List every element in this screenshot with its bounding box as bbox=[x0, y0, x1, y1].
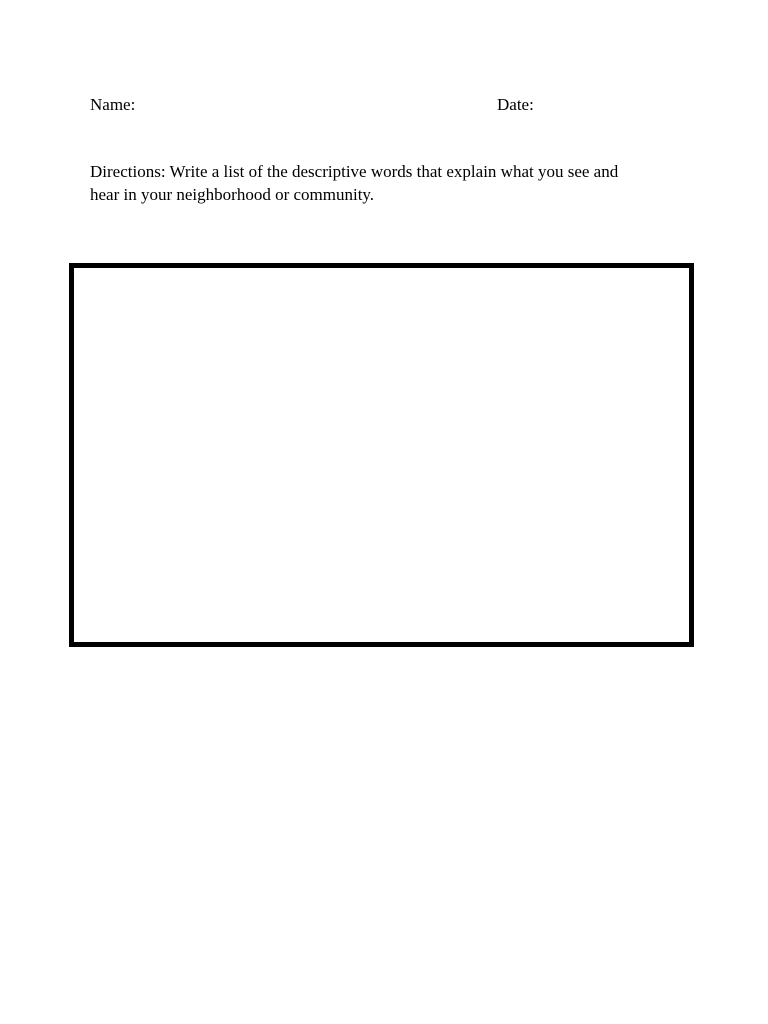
directions-text bbox=[90, 160, 690, 206]
date-label: Date: bbox=[497, 95, 534, 114]
directions-line-1: Directions: Write a list of the descriptive words that explain what you see and bbox=[90, 162, 619, 181]
directions-line-2: hear in your neighborhood or community. bbox=[90, 185, 375, 204]
answer-box bbox=[69, 263, 694, 647]
name-label: Name: bbox=[90, 95, 136, 114]
